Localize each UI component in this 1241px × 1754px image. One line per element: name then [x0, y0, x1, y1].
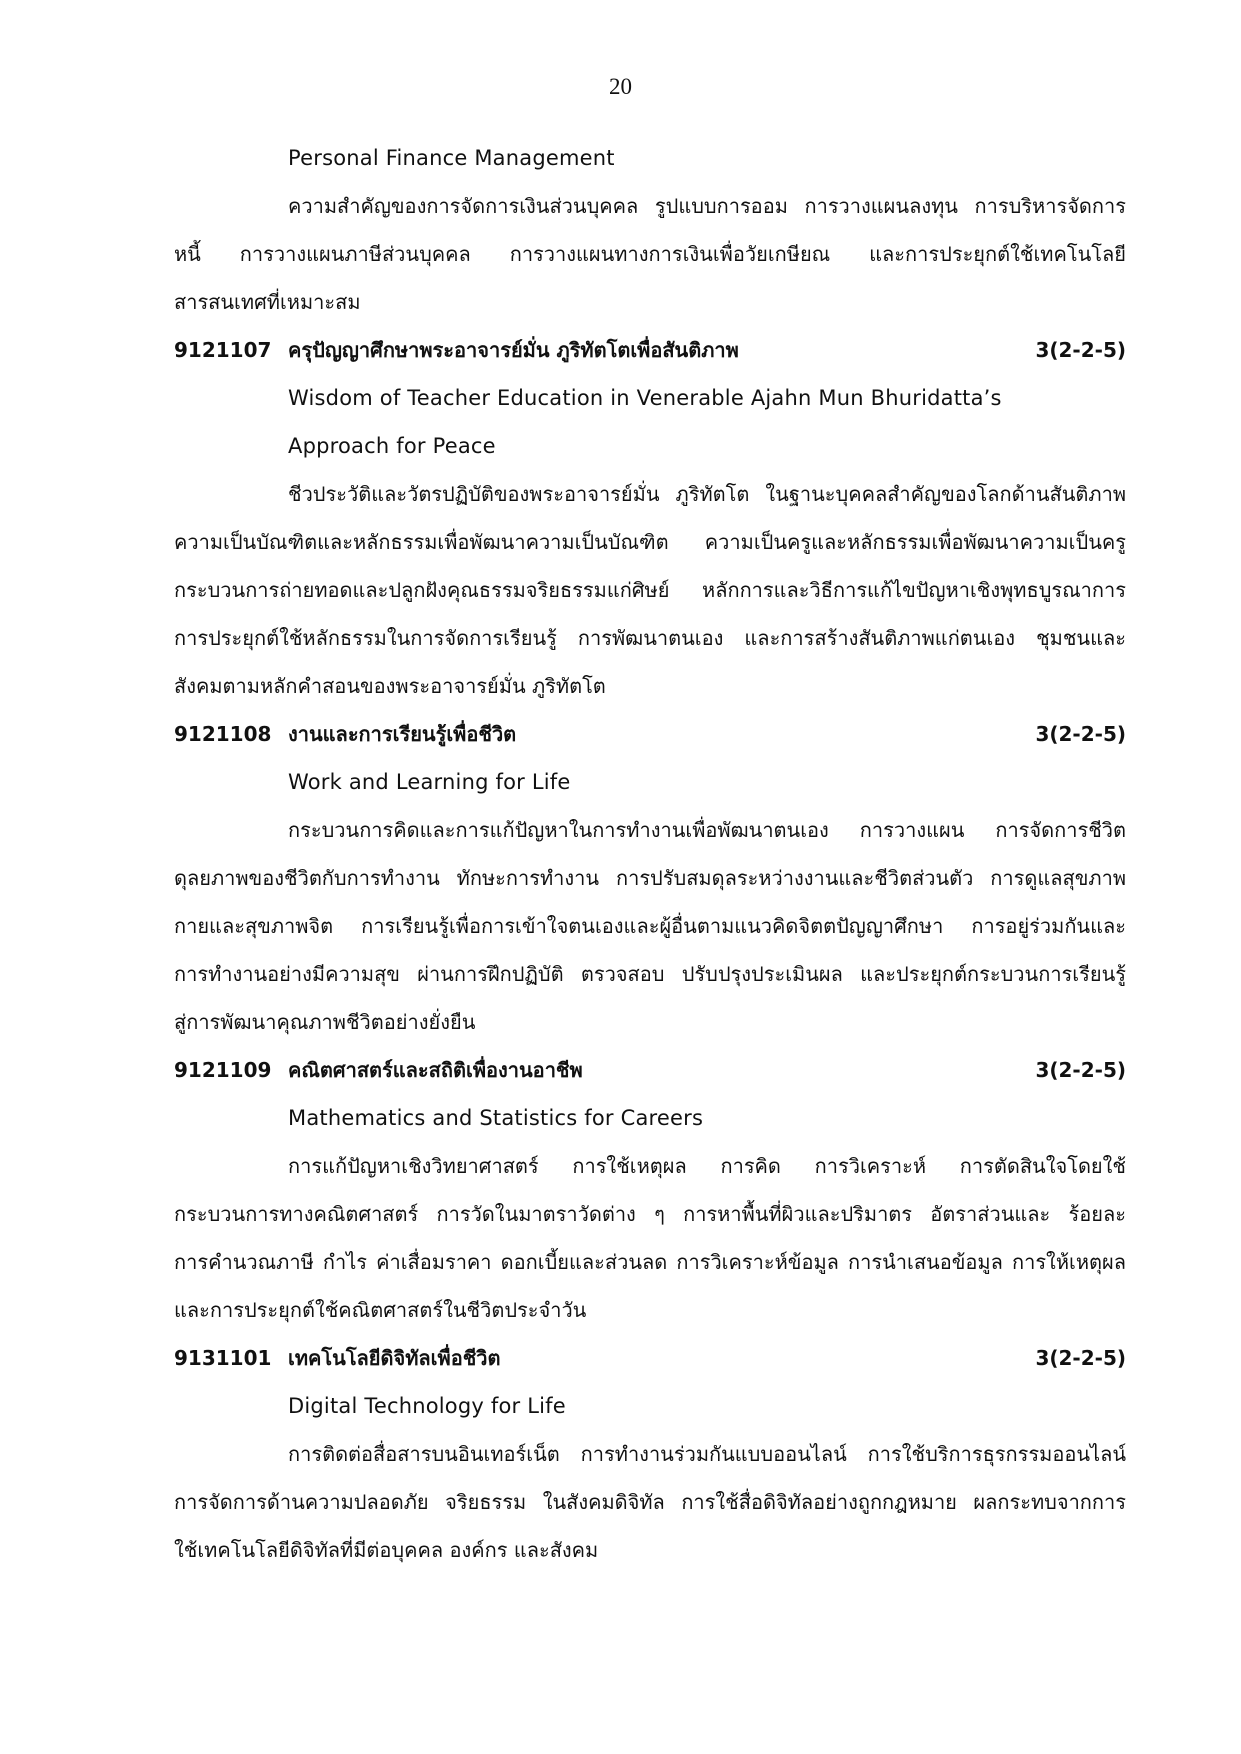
description-line: การทำงานอย่างมีความสุข ผ่านการฝึกปฏิบัติ ตรวจสอบ ปรับปรุงประเมินผล และประยุกต์กระบวนการเรียนรู้	[174, 962, 1126, 986]
description-line: กระบวนการถ่ายทอดและปลูกฝังคุณธรรมจริยธรรมแก่ศิษย์ หลักการและวิธีการแก้ไขปัญหาเชิงพุทธบูรณาการ	[174, 578, 1126, 602]
course-description	[174, 806, 1126, 1046]
course-title-en: Work and Learning for Life	[288, 770, 571, 794]
course-entry	[174, 1334, 1126, 1574]
course-credits: 3(2-2-5)	[1035, 338, 1126, 362]
course-description	[174, 1430, 1126, 1574]
description-line: การแก้ปัญหาเชิงวิทยาศาสตร์ การใช้เหตุผล การคิด การวิเคราะห์ การตัดสินใจโดยใช้	[288, 1154, 1126, 1178]
course-title-en: Mathematics and Statistics for Careers	[288, 1106, 704, 1130]
course-title-en: Personal Finance Management	[288, 146, 615, 170]
description-line: กระบวนการทางคณิตศาสตร์ การวัดในมาตราวัดต่าง ๆ การหาพื้นที่ผิวและปริมาตร อัตราส่วนและ ร้อยละ	[174, 1202, 1126, 1226]
course-title-th: เทคโนโลยีดิจิทัลเพื่อชีวิต	[288, 1346, 501, 1370]
course-credits: 3(2-2-5)	[1035, 722, 1126, 746]
course-heading	[174, 326, 1126, 374]
course-description	[174, 182, 1126, 326]
course-description	[174, 470, 1126, 710]
course-title-en: Approach for Peace	[288, 434, 496, 458]
page-content	[174, 134, 1126, 1574]
description-line: การคำนวณภาษี กำไร ค่าเสื่อมราคา ดอกเบี้ยและส่วนลด การวิเคราะห์ข้อมูล การนำเสนอข้อมูล การให้เหตุผล	[174, 1250, 1126, 1274]
description-line: ความสำคัญของการจัดการเงินส่วนบุคคล รูปแบบการออม การวางแผนลงทุน การบริหารจัดการ	[288, 194, 1126, 218]
course-entry	[174, 710, 1126, 1046]
description-line: สารสนเทศที่เหมาะสม	[174, 290, 361, 314]
description-line: ชีวประวัติและวัตรปฏิบัติของพระอาจารย์มั่น ภูริทัตโต ในฐานะบุคคลสำคัญของโลกด้านสันติภาพ	[288, 482, 1126, 506]
course-heading	[174, 1334, 1126, 1382]
course-entry	[174, 1046, 1126, 1334]
course-title-th: คณิตศาสตร์และสถิติเพื่องานอาชีพ	[288, 1058, 583, 1082]
course-heading	[174, 1046, 1126, 1094]
description-line: ใช้เทคโนโลยีดิจิทัลที่มีต่อบุคคล องค์กร และสังคม	[174, 1538, 599, 1562]
course-credits: 3(2-2-5)	[1035, 1346, 1126, 1370]
description-line: หนี้ การวางแผนภาษีส่วนบุคคล การวางแผนทางการเงินเพื่อวัยเกษียณ และการประยุกต์ใช้เทคโนโลยี	[174, 242, 1126, 266]
course-title-en: Digital Technology for Life	[288, 1394, 566, 1418]
description-line: การติดต่อสื่อสารบนอินเทอร์เน็ต การทำงานร่วมกันแบบออนไลน์ การใช้บริการธุรกรรมออนไลน์	[288, 1442, 1126, 1466]
description-line: สู่การพัฒนาคุณภาพชีวิตอย่างยั่งยืน	[174, 1010, 476, 1034]
course-code: 9121107	[174, 338, 272, 362]
course-entry	[174, 326, 1126, 710]
description-line: การจัดการด้านความปลอดภัย จริยธรรม ในสังคมดิจิทัล การใช้สื่อดิจิทัลอย่างถูกกฎหมาย ผลกระทบจากการ	[174, 1490, 1126, 1514]
description-line: และการประยุกต์ใช้คณิตศาสตร์ในชีวิตประจำวัน	[174, 1298, 587, 1322]
course-heading	[174, 710, 1126, 758]
course-code: 9121108	[174, 722, 272, 746]
page-number: 20	[609, 74, 632, 99]
course-title-th: ครุปัญญาศึกษาพระอาจารย์มั่น ภูริทัตโตเพื่อสันติภาพ	[288, 338, 739, 362]
course-code: 9131101	[174, 1346, 272, 1370]
description-line: ความเป็นบัณฑิตและหลักธรรมเพื่อพัฒนาความเป็นบัณฑิต ความเป็นครูและหลักธรรมเพื่อพัฒนาความเป็นครู	[174, 530, 1126, 554]
course-title-en: Wisdom of Teacher Education in Venerable Ajahn Mun Bhuridatta’s	[288, 386, 1002, 410]
description-line: กายและสุขภาพจิต การเรียนรู้เพื่อการเข้าใจตนเองและผู้อื่นตามแนวคิดจิตตปัญญาศึกษา การอยู่ร่วมกันและ	[174, 914, 1126, 938]
course-code: 9121109	[174, 1058, 272, 1082]
course-description	[174, 1142, 1126, 1334]
intro-course	[174, 134, 1126, 326]
course-credits: 3(2-2-5)	[1035, 1058, 1126, 1082]
description-line: สังคมตามหลักคำสอนของพระอาจารย์มั่น ภูริทัตโต	[174, 674, 606, 698]
description-line: ดุลยภาพของชีวิตกับการทำงาน ทักษะการทำงาน การปรับสมดุลระหว่างงานและชีวิตส่วนตัว การดูแลสุขภาพ	[174, 866, 1126, 890]
description-line: การประยุกต์ใช้หลักธรรมในการจัดการเรียนรู้ การพัฒนาตนเอง และการสร้างสันติภาพแก่ตนเอง ชุมชนและ	[174, 626, 1126, 650]
course-title-th: งานและการเรียนรู้เพื่อชีวิต	[288, 722, 517, 746]
description-line: กระบวนการคิดและการแก้ปัญหาในการทำงานเพื่อพัฒนาตนเอง การวางแผน การจัดการชีวิต	[288, 818, 1126, 842]
